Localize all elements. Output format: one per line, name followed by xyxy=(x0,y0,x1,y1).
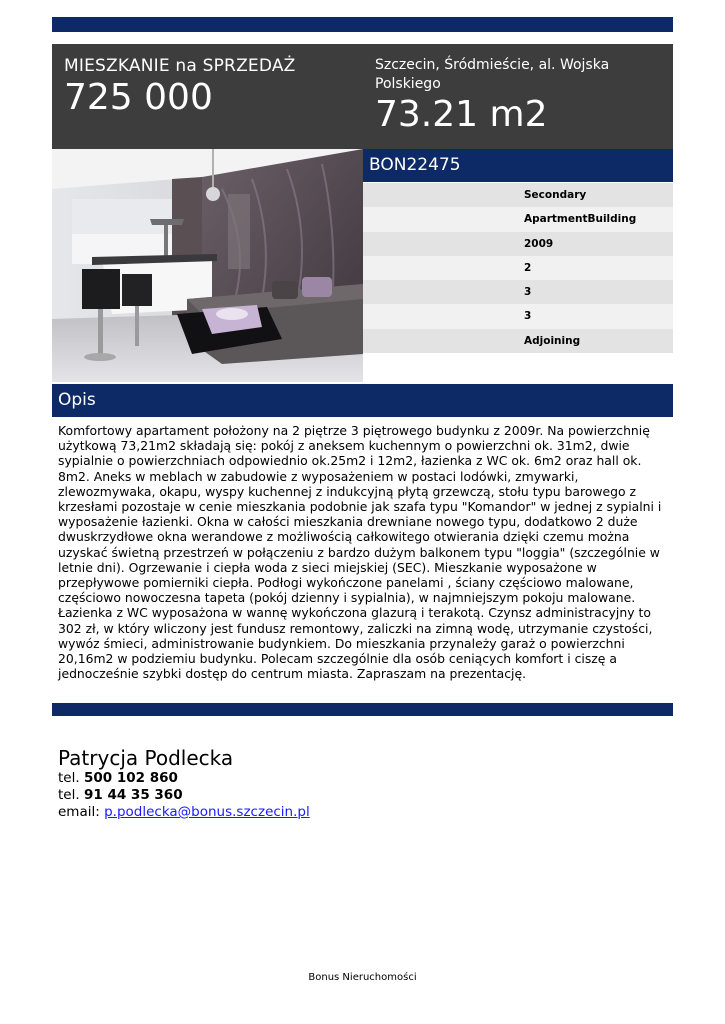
offer-id: BON22475 xyxy=(369,155,461,175)
property-value: 2009 xyxy=(524,237,554,250)
agent-phone-line-1 xyxy=(58,770,310,787)
agent-phone-line-2 xyxy=(58,787,310,804)
property-row xyxy=(363,304,673,328)
property-row xyxy=(363,329,673,353)
listing-photo xyxy=(52,149,363,382)
description-heading: Opis xyxy=(58,390,96,410)
listing-header xyxy=(52,44,673,149)
listing-location: Szczecin, Śródmieście, al. Wojska Polskiego xyxy=(375,57,610,92)
property-row xyxy=(363,256,673,280)
description-text: Komfortowy apartament położony na 2 piętrze 3 piętrowego budynku z 2009r. Na powierzchnię użytkową 73,21m2 składają się: pokój z aneksem kuchennym o powierzchni ok. 31m2, dwie sypialnie o powierzchniach odpowiednio ok.25m2 i 12m2, łazienka z WC ok. 6m2 oraz hall ok. 8m2. Aneks w meblach w zabudowie z wyposażeniem w postaci lodówki, zmywarki, zlewozmywaka, okapu, wyspy kuchennej z indukcyjną płytą grzewczą, stołu typu barowego z krzesłami pozostaje w cenie mieszkania podobnie jak szafa typu "Komandor" w jednej z sypialni i wyposażenie łazienki. Okna w całości mieszkania drewniane nowego typu, dodatkowo 2 duże dwuskrzydłowe okna werandowe z możliwością całkowitego otwierania dzięki czemu można uzyskać świetną przestrzeń w połączeniu z bardzo dużym balkonem typu "loggia" (szczególnie w letnie dni). Ogrzewanie i ciepła woda z sieci miejskiej (SEC). Mieszkanie wyposażone w przepływowe pomierniki ciepła. Podłogi wykończone panelami , ściany częściowo malowane, częściowo nowoczesna tapeta (pokój dzienny i sypialnia), w najmniejszym pokoju malowane. Łazienka z WC wyposażona w wannę wykończona glazurą i terakotą. Czynsz administracyjny to 302 zł, w który wliczony jest fundusz remontowy, zaliczki na zimną wodę, utrzymanie czystości, wywóz śmieci, administrowanie budynkiem. Do mieszkania przynależy garaż o powierzchni 20,16m2 w podziemiu budynku. Polecam szczególnie dla osób ceniących komfort i ciszę a jednocześnie szybki dostęp do centrum miasta. Zapraszam na prezentację. xyxy=(58,423,662,682)
property-row xyxy=(363,207,673,231)
property-row xyxy=(363,280,673,304)
property-value: ApartmentBuilding xyxy=(524,213,637,226)
agent-phone-1: 500 102 860 xyxy=(83,770,178,786)
property-value: Adjoining xyxy=(524,334,581,347)
property-value: Secondary xyxy=(524,189,587,201)
agent-email-link[interactable]: p.podlecka@bonus.szczecin.pl xyxy=(104,804,310,820)
property-row xyxy=(363,183,673,207)
top-accent-bar xyxy=(52,17,673,32)
agent-email-line xyxy=(58,804,310,821)
bottom-accent-bar xyxy=(52,703,673,716)
property-value: 3 xyxy=(524,286,532,299)
property-row xyxy=(363,232,673,256)
agent-contact xyxy=(58,746,310,821)
listing-type: MIESZKANIE na SPRZEDAŻ xyxy=(64,56,296,76)
listing-area: 73.21 m2 xyxy=(375,94,548,135)
agent-phone-2: 91 44 35 360 xyxy=(83,787,183,803)
tel-label: tel. xyxy=(58,770,80,786)
property-value: 3 xyxy=(524,310,532,323)
properties-table xyxy=(363,183,673,353)
agent-name: Patrycja Podlecka xyxy=(58,746,234,770)
tel-label: tel. xyxy=(58,787,80,803)
offer-id-bar xyxy=(363,149,673,182)
listing-price: 725 000 xyxy=(64,77,213,118)
footer-company: Bonus Nieruchomości xyxy=(308,972,417,983)
email-label: email: xyxy=(58,804,100,820)
description-heading-bar xyxy=(52,384,673,417)
property-value: 2 xyxy=(524,261,532,274)
